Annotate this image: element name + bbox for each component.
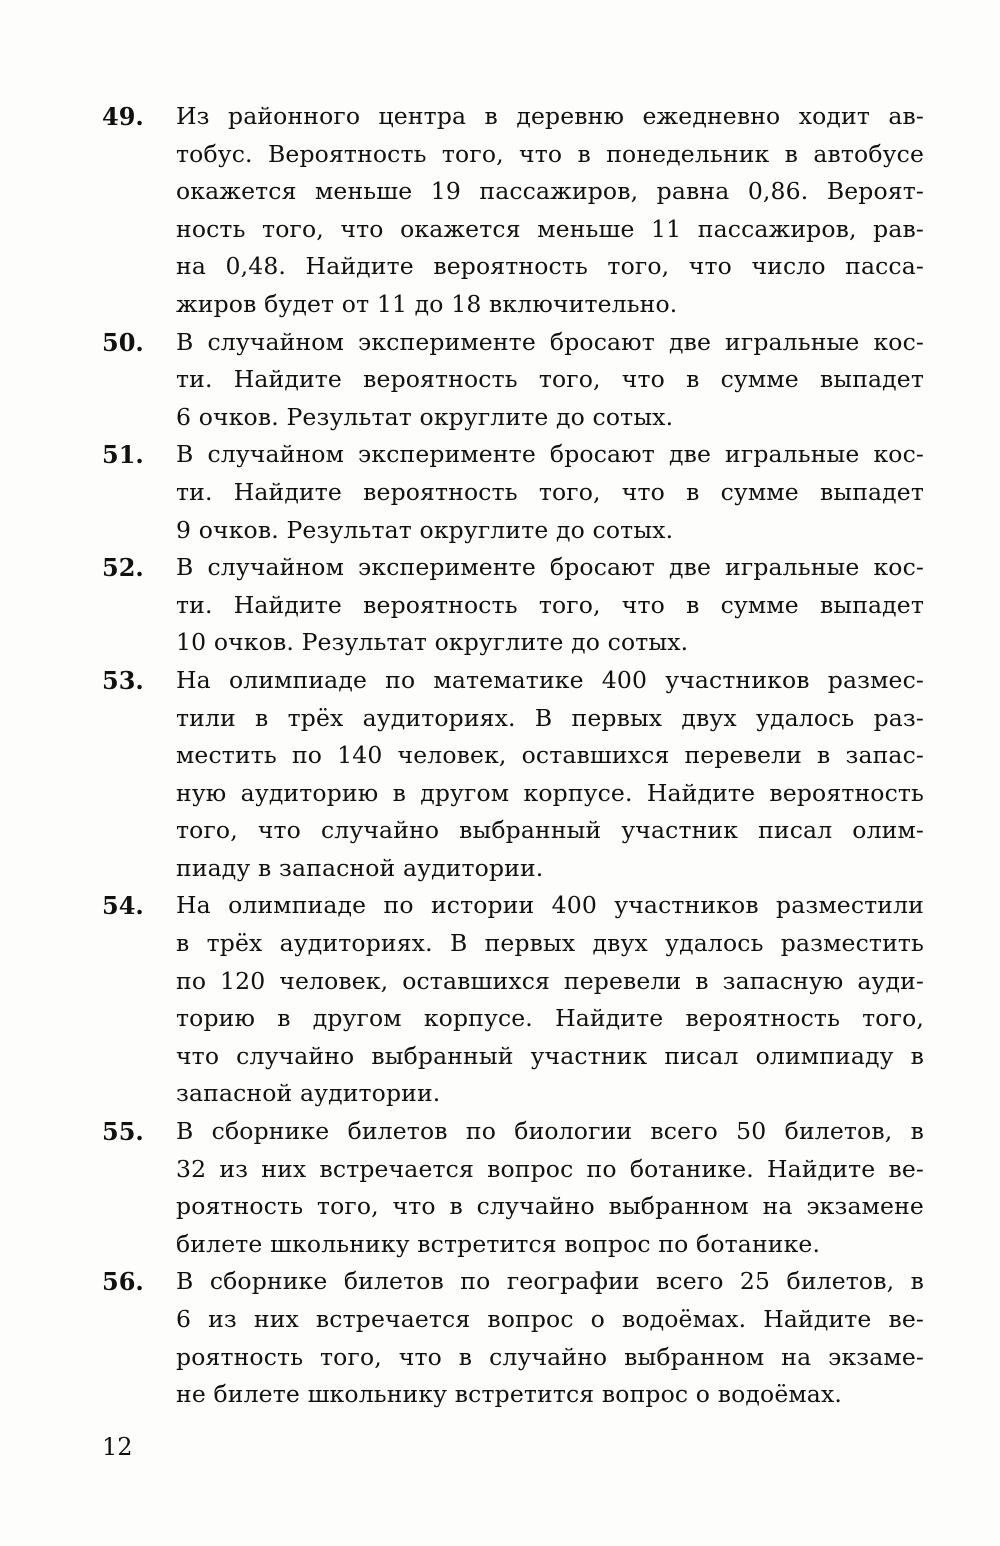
problem-item [102, 1263, 924, 1413]
problem-text-line: В сборнике билетов по биологии всего 50 билетов, в [176, 1117, 924, 1146]
problem-item [102, 98, 924, 324]
problem-text-line: В случайном эксперименте бросают две игральные кос- [176, 553, 924, 582]
problem-text-line: билете школьнику встретится вопрос по ботанике. [176, 1229, 821, 1258]
problem-text-line: ти. Найдите вероятность того, что в сумме выпадет [176, 590, 924, 619]
problem-text-line: местить по 140 человек, оставшихся перевели в запас- [176, 741, 924, 770]
problem-text [176, 1263, 924, 1413]
problem-text [176, 1113, 924, 1263]
problem-text-line: ти. Найдите вероятность того, что в сумме выпадет [176, 365, 924, 394]
problem-text-line: что случайно выбранный участник писал олимпиаду в [176, 1041, 924, 1070]
page-number: 12 [102, 1433, 133, 1461]
problem-text-line: по 120 человек, оставшихся перевели в запасную ауди- [176, 966, 924, 995]
problem-item [102, 1113, 924, 1263]
problem-text-line: 6 из них встречается вопрос о водоёмах. Найдите ве- [176, 1305, 924, 1333]
problem-text-line: 6 очков. Результат округлите до сотых. [176, 402, 674, 431]
problem-item [102, 549, 924, 662]
problem-text-line: на 0,48. Найдите вероятность того, что число пасса- [176, 252, 924, 281]
problem-number: 52. [102, 553, 144, 583]
problem-text-line: Из районного центра в деревню ежедневно ходит ав- [176, 102, 924, 130]
problem-text-line: В случайном эксперименте бросают две игральные кос- [176, 327, 924, 356]
problem-text [176, 662, 924, 888]
problem-text-line: В случайном эксперименте бросают две игральные кос- [176, 440, 924, 469]
problem-list [102, 98, 924, 1414]
problem-text-line: роятность того, что в случайно выбранном на экзамене [176, 1192, 924, 1221]
problem-text [176, 324, 924, 437]
problem-number: 50. [102, 327, 144, 357]
problem-text-line: жиров будет от 11 до 18 включительно. [176, 289, 678, 318]
problem-text-line: 32 из них встречается вопрос по ботанике. Найдите ве- [176, 1154, 924, 1183]
problem-text [176, 887, 924, 1113]
problem-number: 51. [102, 440, 144, 470]
problem-number: 54. [102, 891, 144, 921]
problem-item [102, 436, 924, 549]
problem-item [102, 887, 924, 1113]
problem-text [176, 436, 924, 549]
problem-text-line: 9 очков. Результат округлите до сотых. [176, 515, 674, 544]
problem-number: 56. [102, 1267, 144, 1297]
problem-text-line: ность того, что окажется меньше 11 пассажиров, рав- [176, 214, 924, 243]
problem-number: 55. [102, 1117, 144, 1147]
problem-text-line: тили в трёх аудиториях. В первых двух удалось раз- [176, 703, 924, 732]
problem-text-line: торию в другом корпусе. Найдите вероятность того, [176, 1004, 924, 1033]
problem-text-line: в трёх аудиториях. В первых двух удалось разместить [176, 929, 924, 958]
problem-text-line: тобус. Вероятность того, что в понедельник в автобусе [176, 139, 924, 168]
problem-text-line: окажется меньше 19 пассажиров, равна 0,86. Вероят- [176, 177, 924, 206]
problem-text-line: ти. Найдите вероятность того, что в сумме выпадет [176, 477, 924, 506]
problem-text-line: ную аудиторию в другом корпусе. Найдите вероятность [176, 778, 924, 807]
problem-text-line: На олимпиаде по математике 400 участников размес- [176, 665, 924, 694]
problem-text-line: роятность того, что в случайно выбранном на экзаме- [176, 1342, 924, 1371]
problem-text-line: не билете школьнику встретится вопрос о водоёмах. [176, 1380, 842, 1409]
problem-text-line: 10 очков. Результат округлите до сотых. [176, 628, 689, 657]
problem-text-line: На олимпиаде по истории 400 участников разместили [176, 891, 924, 920]
problem-number: 53. [102, 665, 144, 695]
problem-item [102, 324, 924, 437]
problem-text-line: пиаду в запасной аудитории. [176, 853, 544, 882]
problem-text-line: В сборнике билетов по географии всего 25 билетов, в [176, 1267, 924, 1296]
problem-number: 49. [102, 102, 144, 131]
problem-item [102, 662, 924, 888]
problem-text-line: запасной аудитории. [176, 1079, 441, 1108]
problem-text [176, 98, 924, 324]
problem-text-line: того, что случайно выбранный участник писал олим- [176, 816, 924, 845]
problem-text [176, 549, 924, 662]
